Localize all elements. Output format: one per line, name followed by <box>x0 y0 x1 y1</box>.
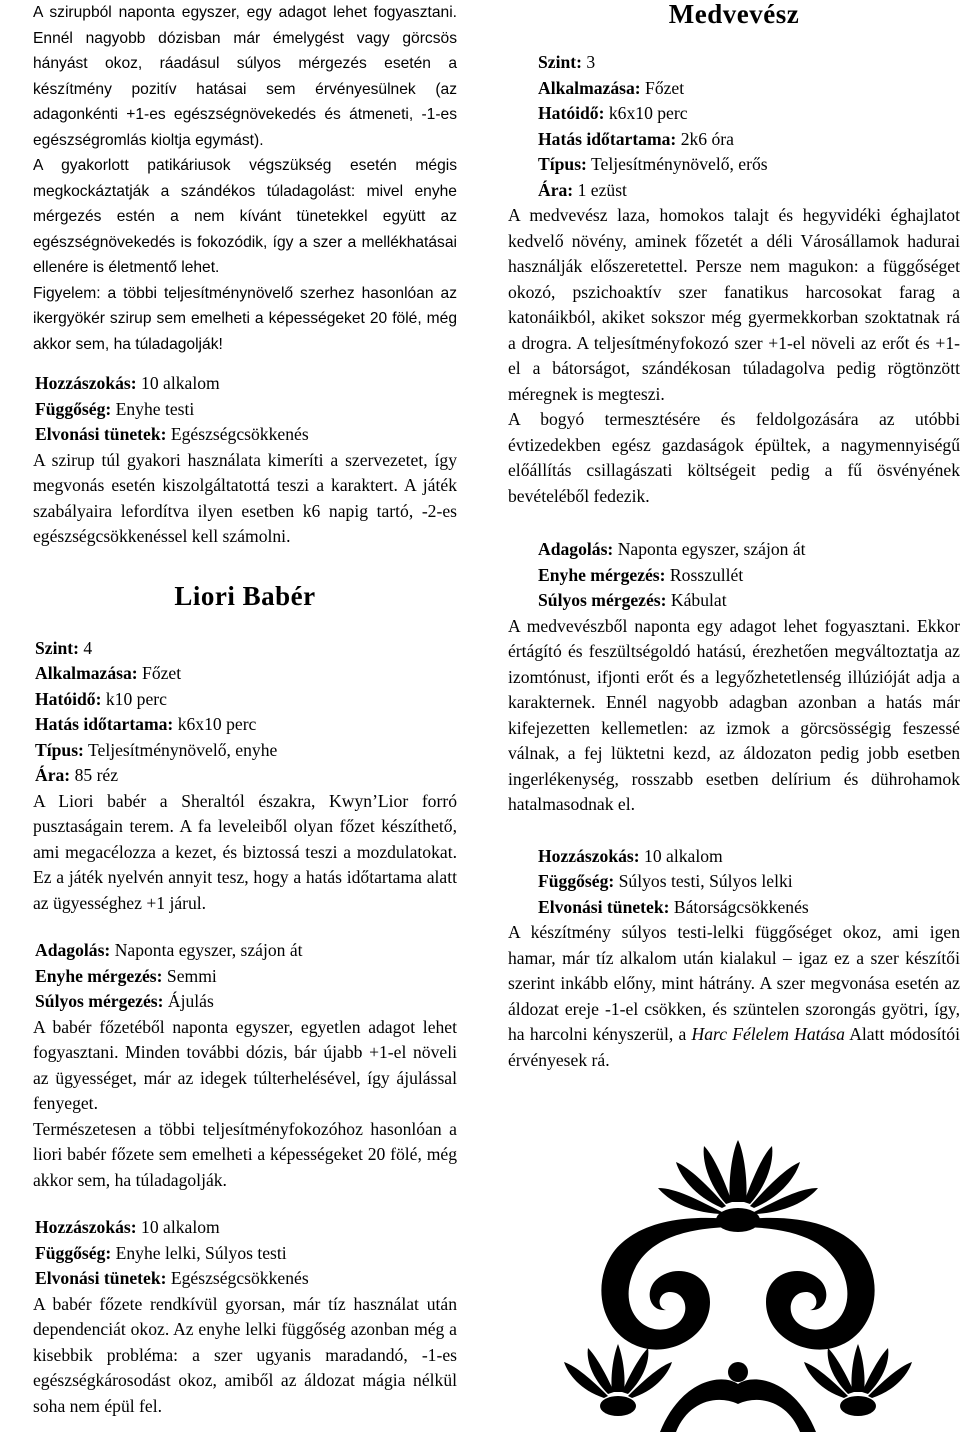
paragraph: A Liori babér a Sheraltól északra, Kwyn’Lior forró pusztaságain terem. A fa leveleiből olyan főzet készíthető, ami megacélozza a kezet, és biztossá teszi a mozdulatokat. Ez a játék nyelvén annyit tesz, hogy a hatás időtartama alatt az ügyességhez +1 járul. <box>33 790 457 913</box>
stats-block <box>508 50 960 203</box>
stat-value: 10 alkalom <box>141 373 220 393</box>
stat-key: Függőség: <box>35 1242 112 1263</box>
dosage-block <box>508 537 960 614</box>
stat-key: Adagolás: <box>538 539 614 559</box>
section-title: Liori Babér <box>174 580 316 611</box>
stat-key: Súlyos mérgezés: <box>35 991 164 1011</box>
paragraph: Természetesen a többi teljesítményfokozóhoz hasonlóan a liori babér főzete sem emelheti a képességeket 20 fölé, még akkor sem, ha túladagolják. <box>33 1118 457 1190</box>
stat-value: Ájulás <box>167 991 214 1011</box>
paragraph: A medvevész laza, homokos talajt és hegyvidéki éghajlatot kedvelő növény, aminek főzetét a déli Városállamok hadurai használják előszeretettel. Persze nem magukon: a függőséget okozó, pszichoaktív szer fanatikus harcosokat farag a katonáikból, akiket sokszor még gyermekkorban szoktatnak rá a drogra. A teljesítményfokozó szer +1-el növeli az erőt és +1-el a bátorságot, szándékosan túladagolva pedig rögtönzött méregnek is megteszi. <box>508 205 960 404</box>
paragraph: Figyelem: a többi teljesítménynövelő szerhez hasonlóan az ikergyökér szirup sem emelheti a képességeket 20 fölé, még akkor sem, ha túladagolják! <box>33 284 457 353</box>
stat-key: Hatás időtartama: <box>538 128 677 149</box>
dosage-block <box>33 938 457 1015</box>
stat-key: Ára: <box>538 179 574 200</box>
stat-value: Súlyos testi, Súlyos lelki <box>618 871 793 891</box>
stat-key: Függőség: <box>35 398 112 419</box>
stat-value: 10 alkalom <box>644 845 723 866</box>
stat-value: Egészségcsökkenés <box>170 424 309 444</box>
left-column <box>33 0 457 1419</box>
stat-key: Ára: <box>35 765 71 785</box>
stat-value: Semmi <box>166 965 217 986</box>
stat-key: Hatóidő: <box>538 103 605 123</box>
stat-key: Hozzászokás: <box>35 1217 137 1237</box>
stat-key: Elvonási tünetek: <box>538 896 670 917</box>
stat-key: Alkalmazása: <box>35 663 138 683</box>
stat-value: Kábulat <box>670 590 727 610</box>
stat-key: Elvonási tünetek: <box>35 424 167 444</box>
stat-key: Hozzászokás: <box>35 373 137 393</box>
stat-key: Függőség: <box>538 871 615 891</box>
text-run: Alatt módosítói érvényesek rá. <box>508 1024 960 1070</box>
stat-value: 3 <box>586 52 596 72</box>
stat-value: 10 alkalom <box>141 1217 220 1237</box>
paragraph: A babér főzete rendkívül gyorsan, már tíz használat után dependenciát okoz. Az enyhe lelki függőség azonban még a kisebbik probléma: a szer ugyanis maradandó, -1-es egészségkárosodást okoz, amiből az áldozat mágia nélkül soha nem épül fel. <box>33 1293 457 1416</box>
paragraph <box>508 920 960 1073</box>
paragraph: A babér főzetéből naponta egyszer, egyetlen adagot lehet fogyasztani. Minden további dózis, bár újabb +1-el növeli az ügyességet, már az idegek túlterhelésével, így ájulással fenyeget. <box>33 1016 457 1113</box>
addiction-block <box>33 371 457 448</box>
stat-value: Enyhe testi <box>115 398 195 419</box>
stat-key: Szint: <box>538 52 582 72</box>
stat-value: k6x10 perc <box>177 714 257 734</box>
stat-value: Egészségcsökkenés <box>170 1268 309 1288</box>
stat-key: Adagolás: <box>35 940 111 960</box>
paragraph: A bogyó termesztésére és feldolgozására az utóbbi évtizedekben egész gazdaságok épültek, a nagymennyiségű előállítás csillagászati költségeit pedig a fű ösvényének bevételéből fedezik. <box>508 409 960 506</box>
right-column <box>508 0 960 1073</box>
section-title: Medvevész <box>668 0 800 29</box>
addiction-block <box>33 1215 457 1292</box>
stat-value: Bátorságcsökkenés <box>673 896 809 917</box>
stat-value: Főzet <box>645 77 685 98</box>
stat-value: 4 <box>83 637 93 658</box>
paragraph: A szirup túl gyakori használata kimeríti a szervezetet, így megvonás esetén kiszolgáltatottá teszi a karaktert. A játék szabályaira lefordítva ilyen esetben k6 napig tartó, -2-es egészségcsökkenéssel kell számolni. <box>33 449 457 546</box>
stat-value: k6x10 perc <box>608 103 688 123</box>
stat-value: 85 réz <box>74 765 119 785</box>
stat-value: 2k6 óra <box>680 128 734 149</box>
stat-value: Teljesítménynövelő, enyhe <box>88 739 278 760</box>
stat-key: Enyhe mérgezés: <box>35 965 163 986</box>
italic-term: Harc Félelem Hatása <box>691 1024 845 1044</box>
paragraph: A medvevészből naponta egy adagot lehet fogyasztani. Ekkor értágító és feszültségoldó hatású, érezhetően megváltoztatja az izomtónust, ifjonti erőt és a legyőzhetetlenség illúzióját adja a karakternek. Ennél nagyobb adagban azonban a hatás már kifejezetten kellemetlen: az izmok a görcsösségig feszessé válnak, a fej lüktetni kezd, az áldozaton pedig jobb esetben ingerlékenység, rosszabb esetben delírium és dührohamok hatalmasodnak el. <box>508 615 960 814</box>
palmette-ornament-icon <box>560 1132 915 1438</box>
stats-block <box>33 636 457 789</box>
stat-value: Naponta egyszer, szájon át <box>114 940 303 960</box>
stat-value: Főzet <box>142 663 182 683</box>
stat-key: Hozzászokás: <box>538 845 640 866</box>
stat-value: 1 ezüst <box>577 179 627 200</box>
stat-value: k10 perc <box>105 688 167 709</box>
stat-key: Típus: <box>538 154 587 174</box>
stat-value: Teljesítménynövelő, erős <box>591 154 768 174</box>
stat-value: Naponta egyszer, szájon át <box>617 539 806 559</box>
paragraph: A gyakorlott patikáriusok végszükség esetén mégis megkockáztatják a szándékos túladagolást: mivel enyhe mérgezés estén a nem kívánt tünetekkel együtt az egészségnövekedés is fokozódik, így a szer a mellékhatásai ellenére is életmentő lehet. <box>33 157 457 276</box>
stat-key: Típus: <box>35 739 84 760</box>
stat-key: Hatás időtartama: <box>35 714 174 734</box>
text-run: A készítmény súlyos testi-lelki függőséget okoz, ami igen hamar, már tíz alkalom után kialakul – igaz ez a szer készítői szerint inkább előny, mint hátrány. A szer megvonása esetén az áldozat ereje -1-el csökken, és szüntelen szorongás gyötri, így, ha harcolni kényszerül, a <box>508 922 960 1044</box>
stat-key: Súlyos mérgezés: <box>538 590 667 610</box>
stat-key: Elvonási tünetek: <box>35 1268 167 1288</box>
paragraph: A szirupból naponta egyszer, egy adagot lehet fogyasztani. Ennél nagyobb dózisban már émelygést vagy görcsös hányást okoz, ráadásul súlyos mérgezés esetén a készítmény pozitív hatásai sem érvényesülnek (az adagonkénti +1-es egészségnövekedés és átmeneti, -1-es egészségromlás kioltja egymást). <box>33 4 457 149</box>
stat-key: Szint: <box>35 637 79 658</box>
stat-key: Enyhe mérgezés: <box>538 564 666 585</box>
stat-key: Alkalmazása: <box>538 77 641 98</box>
stat-value: Rosszullét <box>669 564 744 585</box>
stat-key: Hatóidő: <box>35 688 102 709</box>
addiction-block <box>508 844 960 921</box>
stat-value: Enyhe lelki, Súlyos testi <box>115 1242 287 1263</box>
